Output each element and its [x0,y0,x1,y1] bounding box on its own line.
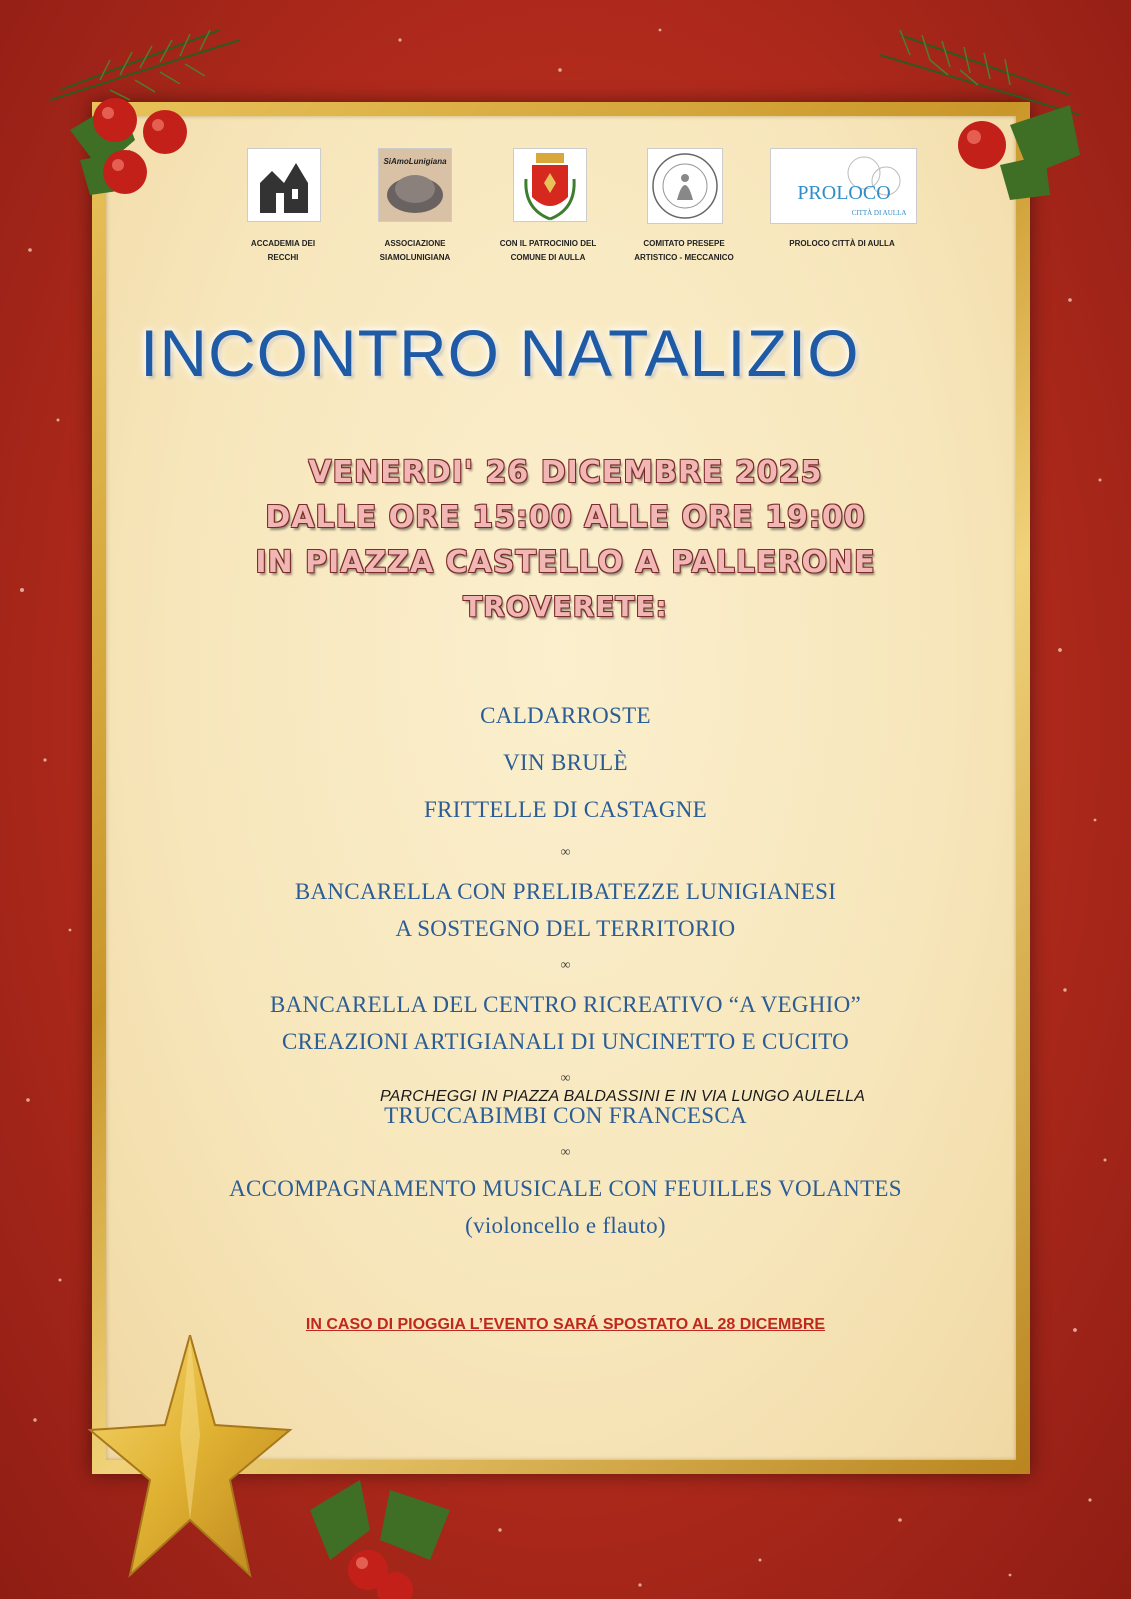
event-intro: TROVERETE: [463,590,668,623]
logo-label-comitato [609,237,759,265]
list-item: A SOSTEGNO DEL TERRITORIO [395,916,736,941]
list-item: BANCARELLA CON PRELIBATEZZE LUNIGIANESI [294,879,837,904]
logo-label-line: ARTISTICO - MECCANICO [634,253,734,262]
event-date: VENERDI' 26 DICEMBRE 2025 [308,455,823,490]
list-item: CREAZIONI ARTIGIANALI DI UNCINETTO E CUCITO [281,1029,850,1054]
comitato-presepe-logo [647,148,723,224]
logo-label-line: RECCHI [267,253,299,262]
list-item: ACCOMPAGNAMENTO MUSICALE CON FEUILLES VOLANTES [229,1176,902,1201]
list-item: VIN BRULÈ [503,750,628,775]
holly-top-left [40,20,260,200]
siamolunigiana-logo [378,148,452,222]
logo-label-comune [473,237,623,265]
proloco-logo-subtext: CITTÀ DI AULLA [851,209,906,217]
logo-label-line: ASSOCIAZIONE [384,239,446,248]
logo-label-line: COMITATO PRESEPE [643,239,725,248]
event-place: IN PIAZZA CASTELLO A PALLERONE [255,545,876,580]
proloco-logo [770,148,917,224]
list-item: FRITTELLE DI CASTAGNE [424,797,707,822]
comune-di-aulla-crest [513,148,587,222]
parking-info: PARCHEGGI IN PIAZZA BALDASSINI E IN VIA LUNGO AULELLA [380,1088,866,1105]
item-separator: ∞ [560,1071,571,1086]
poster-title: INCONTRO NATALIZIO [140,316,860,390]
logo-label-line: PROLOCO CITTÀ DI AULLA [789,239,895,248]
logo-label-line: ACCADEMIA DEI [250,239,316,248]
item-separator: ∞ [560,958,571,973]
holly-bottom [300,1450,460,1599]
rain-notice: IN CASO DI PIOGGIA L’EVENTO SARÁ SPOSTATO AL 28 DICEMBRE [305,1316,826,1333]
logo-label-line: CON IL PATROCINIO DEL [499,239,597,248]
list-item: CALDARROSTE [480,703,651,728]
logo-label-proloco [767,237,917,251]
logo-label-line: SIAMOLUNIGIANA [379,253,451,262]
siamolunigiana-logo-text: SiAmoLunigiana [383,157,447,166]
logo-label-accademia [208,237,358,265]
proloco-logo-text: PROLOCO [796,182,891,204]
logo-label-siamolunigiana [340,237,490,265]
item-separator: ∞ [560,1145,571,1160]
logo-label-line: COMUNE DI AULLA [510,253,586,262]
list-item: TRUCCABIMBI CON FRANCESCA [384,1103,747,1128]
accademia-dei-recchi-logo [247,148,321,222]
item-separator: ∞ [560,845,571,860]
list-item: (violoncello e flauto) [465,1213,666,1238]
gold-star-icon [35,1335,295,1585]
event-time: DALLE ORE 15:00 ALLE ORE 19:00 [265,500,866,535]
list-item: BANCARELLA DEL CENTRO RICREATIVO “A VEGHIO” [269,992,862,1017]
